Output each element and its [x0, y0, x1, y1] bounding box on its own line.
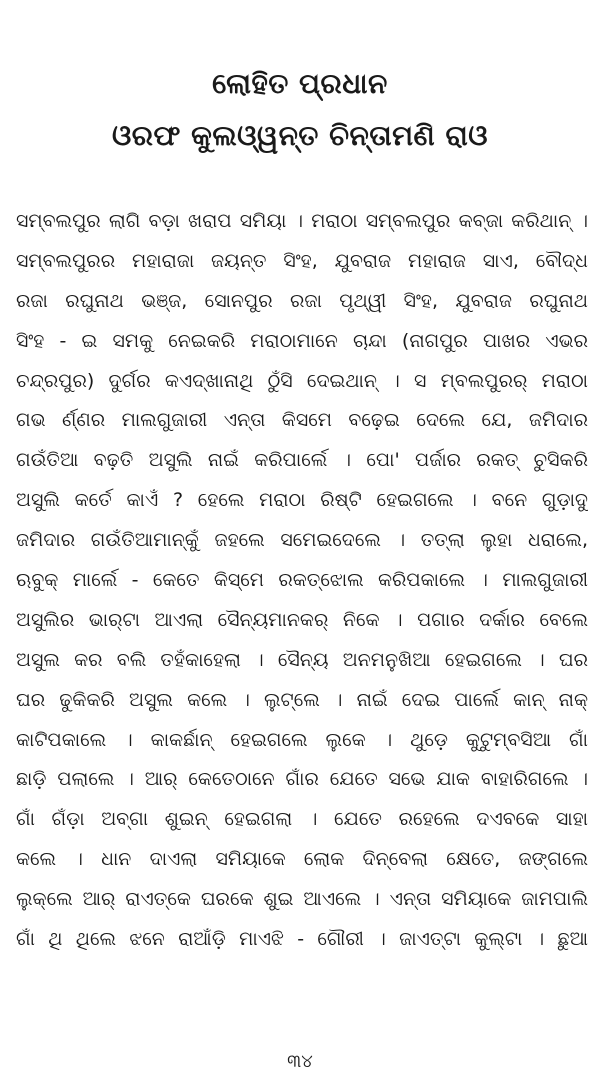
chapter-title-line-2: ଓରଫ କୁଲଓ୍ୱନ୍ତ ଚିନ୍ତାମଣି ରାଓ — [111, 119, 488, 152]
text-line: ଅସୁଲ କର ବଲି ତହଁକାହେଲା । ସୈନ୍ୟ ଅନମନୁଖିଆ ହେଇଗଲେ । ଘର — [16, 648, 588, 671]
text-line: ସମ୍ବଲପୁର ଲାଗି ବଡ଼ା ଖରାପ ସମିୟା । ମରାଠା ସମ୍ବଲପୁର କବ୍‌ଜା କରିଥାନ୍ । — [16, 210, 588, 232]
text-line: ଚନ୍ଦ୍ରପୁର) ଦୁର୍ଗର କଏଦ୍‌ଖାନାଥି ଠୁଁସି ଦେଇଥାନ୍ । ସ ମ୍ବଲପୁରର୍ ମରାଠା — [16, 369, 588, 392]
text-line: ଅସୁଲି କର୍ତେ କାଏଁ ? ହେଲେ ମରାଠା ରିଷ୍ଟି ହେଇଗଲେ । ବନେ ଗୁଡ଼ାଦୁ — [16, 489, 588, 512]
text-line: କଲେ । ଧାନ ଦାଏଲା ସମିୟାକେ ଲୋକ ଦିନ୍‌ବେଲା କ୍ଷେତେ, ଜଙ୍ଗଲେ — [16, 848, 588, 871]
text-line: ଋବୁକ୍ ମାର୍ଲେ - କେତେ କିସ୍‌ମେ ରକତ୍‌ଝୋଲ କରିପକାଲେ । ମାଲଗୁଜାରୀ — [16, 569, 588, 592]
text-line: ଗାଁ ଥି ଥିଲେ ଝନେ ରାଆଁଡ଼ି ମାଏଝି - ଗୌରୀ । ଜାଏତ୍‌ଟା କୁଲ୍‌ଟା । ଛୁଆ — [16, 928, 588, 951]
body-paragraph — [16, 202, 588, 960]
text-line: ଘର ଢୁକିକରି ଅସୁଲ କଲେ । ଲୁଟ୍‌ଲେ । ନାଇଁ ଦେଇ ପାର୍ଲେ କାନ୍ ନାକ୍ — [16, 688, 588, 711]
text-line: ଗଉଁତିଆ ବଢ଼ତି ଅସୁଲି ନାଇଁ କରିପାର୍ଲେ । ପୋ' ପର୍ଜାର ରକତ୍ ଚୁସିକରି — [16, 449, 588, 472]
chapter-title-line-1: ଲୋହିତ ପ୍ରଧାନ — [212, 67, 388, 100]
text-line: ଗାଁ ଗଁଡ଼ା ଅବ୍‌ଗା ଶୁଇନ୍ ହେଇଗଲା । ଯେତେ ରହେଲେ ଦଏବକେ ସାହା — [16, 808, 588, 831]
chapter-title — [0, 58, 600, 162]
text-line: ଜମିଦାର ଗଉଁତିଆମାନ୍‌କୁଁ ଜହଲେ ସମେଇଦେଲେ । ତତ୍‌ଲା ଲୁହା ଧରାଲେ, — [16, 529, 588, 552]
text-line: ଲୁକ୍‌ଲେ ଆର୍ ରାଏତ୍‌କେ ଘରକେ ଶୁଇ ଆଏଲେ । ଏନ୍ତା ସମିୟାକେ ଜାମପାଲି — [16, 888, 588, 911]
text-line: ଅସୁଲିର ଭାର୍‌ଟା ଆଏଲା ସୈନ୍ୟମାନକର୍ ନିକେ । ପଗାର ଦର୍କାର ବେଲେ — [16, 608, 588, 631]
page-number: ୩୪ — [287, 1051, 313, 1072]
text-line: ଛାଡ଼ି ପଲାଲେ । ଆର୍ କେତେଠାନେ ଗାଁର ଯେତେ ସଭେ ଯାକ ବାହାରିଗଲେ । — [16, 768, 588, 791]
text-line: କାଟିପକାଲେ । କାକର୍ଛାନ୍ ହେଇଗଲେ ଲୁକେ । ଥୁଡ଼େ କୁଟୁମ୍ବସିଆ ଗାଁ — [16, 728, 588, 751]
text-line: ଗଭ ର୍ଣ୍ଣର ମାଲଗୁଜାରୀ ଏନ୍ତା କିସମେ ବଢ଼େଇ ଦେଲେ ଯେ, ଜମିଦାର — [16, 409, 588, 432]
text-line: ରଜା ରଘୁନାଥ ଭଞ୍ଜ, ସୋନପୁର ରଜା ପୃଥ୍ୱୀ ସିଂହ, ଯୁବରାଜ ରଘୁନାଥ — [16, 289, 588, 312]
text-line: ସମ୍ବଲପୁରର ମହାରାଜା ଜୟନ୍ତ ସିଂହ, ଯୁବରାଜ ମହାରାଜ ସାଏ, ବୌଦ୍ଧ — [16, 249, 588, 272]
text-line: ସିଂହ - ଇ ସମକୁ ନେଇକରି ମରାଠାମାନେ ଚାନ୍ଦା (ନାଗପୁର ପାଖର ଏଭର — [16, 329, 588, 352]
